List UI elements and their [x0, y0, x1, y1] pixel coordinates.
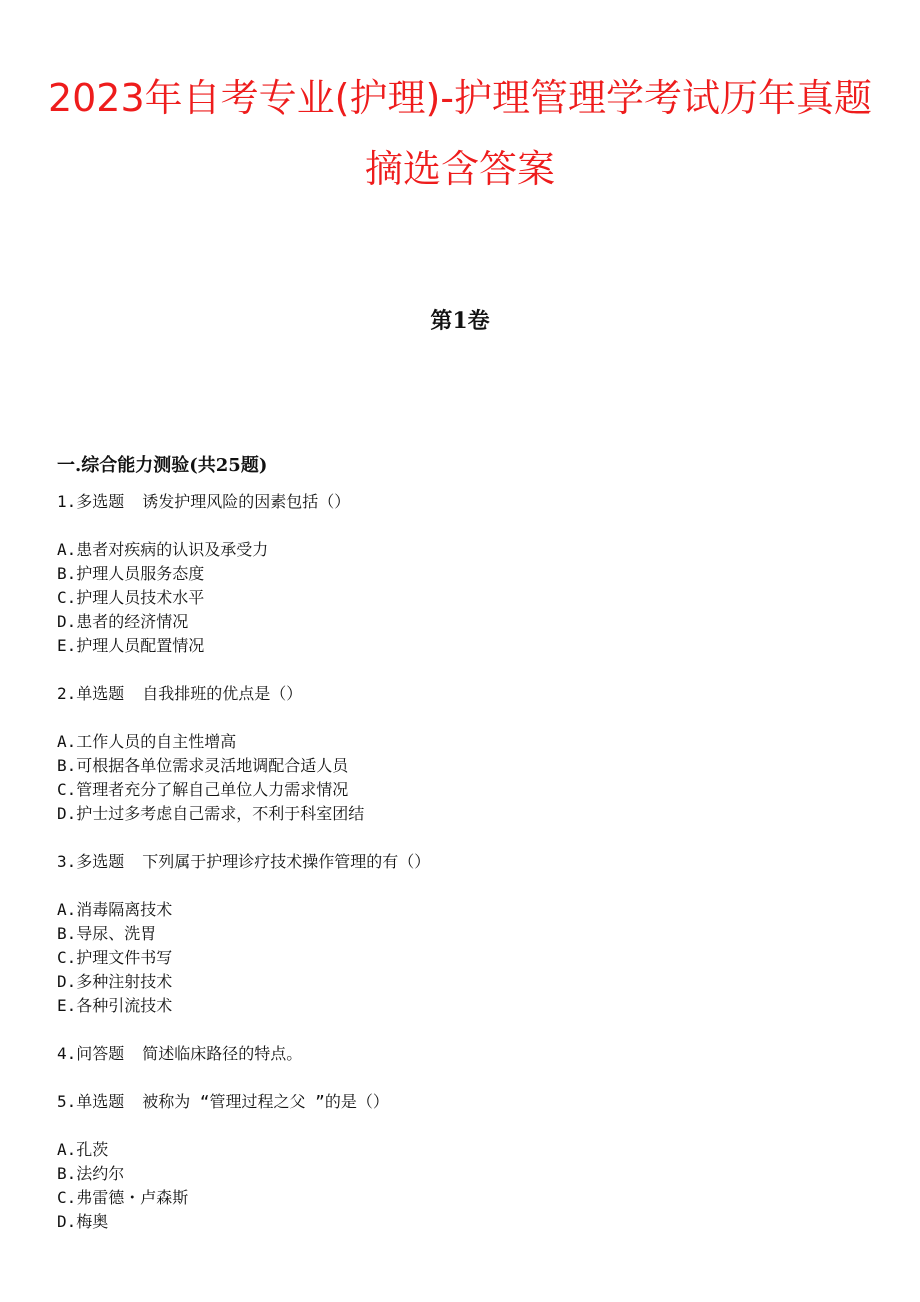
option-b: B.法约尔 [57, 1164, 125, 1183]
question-number: 4. [57, 1044, 77, 1063]
question-type: 单选题 [76, 1092, 125, 1111]
option-c: C.管理者充分了解自己单位人力需求情况 [57, 780, 349, 799]
option-d: D.护士过多考虑自己需求，不利于科室团结 [57, 804, 365, 823]
question-type: 问答题 [76, 1044, 125, 1063]
question-5 [57, 1090, 877, 1234]
question-type: 多选题 [76, 492, 125, 511]
question-text: 简述临床路径的特点。 [142, 1044, 303, 1063]
option-a: A.孔茨 [57, 1140, 109, 1159]
question-number: 3. [57, 852, 77, 871]
option-a: A.患者对疾病的认识及承受力 [57, 540, 269, 559]
question-stem [57, 682, 877, 706]
question-text: 诱发护理风险的因素包括（） [142, 492, 351, 511]
question-3 [57, 850, 877, 1018]
question-2 [57, 682, 877, 826]
question-number: 5. [57, 1092, 77, 1111]
option-b: B.可根据各单位需求灵活地调配合适人员 [57, 756, 349, 775]
question-1 [57, 490, 877, 658]
question-number: 1. [57, 492, 77, 511]
option-e: E.各种引流技术 [57, 996, 173, 1015]
document-title-line-2: 摘选含答案 [364, 147, 555, 191]
option-c: C.护理文件书写 [57, 948, 173, 967]
option-b: B.导尿、洗胃 [57, 924, 157, 943]
option-e: E.护理人员配置情况 [57, 636, 205, 655]
question-type: 单选题 [76, 684, 125, 703]
question-text: 被称为 “管理过程之父 ”的是（） [142, 1092, 389, 1111]
question-number: 2. [57, 684, 77, 703]
option-d: D.患者的经济情况 [57, 612, 189, 631]
option-c: C.弗雷德・卢森斯 [57, 1188, 189, 1207]
option-d: D.多种注射技术 [57, 972, 173, 991]
option-b: B.护理人员服务态度 [57, 564, 205, 583]
question-list [57, 490, 877, 1258]
volume-heading: 第1卷 [430, 308, 490, 334]
option-d: D.梅奥 [57, 1212, 109, 1231]
question-stem [57, 1090, 877, 1114]
question-stem [57, 1042, 877, 1066]
option-a: A.工作人员的自主性增高 [57, 732, 237, 751]
question-text: 自我排班的优点是（） [142, 684, 303, 703]
section-heading: 一.综合能力测验(共25题) [57, 455, 268, 476]
question-stem [57, 490, 877, 514]
document-title-line-1: 2023年自考专业(护理)-护理管理学考试历年真题 [47, 76, 873, 120]
option-c: C.护理人员技术水平 [57, 588, 205, 607]
question-type: 多选题 [76, 852, 125, 871]
question-4 [57, 1042, 877, 1066]
question-stem [57, 850, 877, 874]
question-text: 下列属于护理诊疗技术操作管理的有（） [142, 852, 431, 871]
option-a: A.消毒隔离技术 [57, 900, 173, 919]
